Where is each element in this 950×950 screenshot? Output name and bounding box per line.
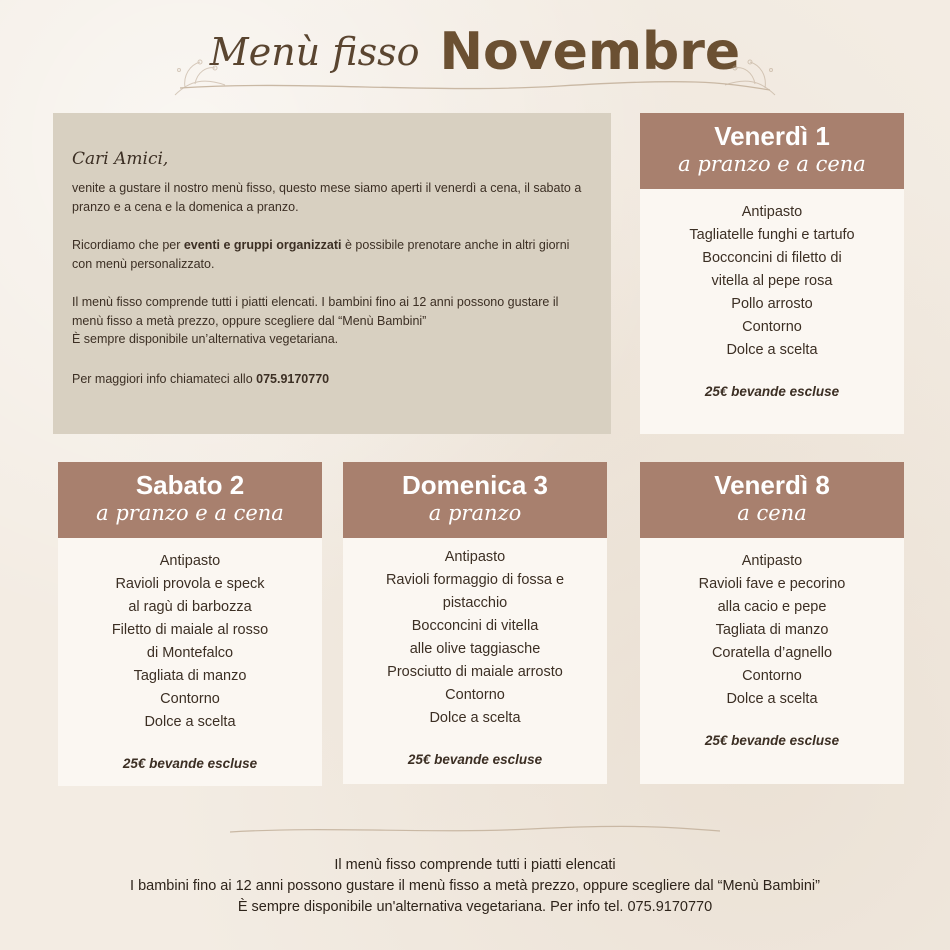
- dish-item: Ravioli provola e speck: [115, 576, 265, 592]
- dish-item: alla cacio e pepe: [717, 599, 827, 615]
- dish-item: Ravioli fave e pecorino: [698, 576, 846, 592]
- intro-greeting: Cari Amici,: [72, 149, 169, 169]
- intro-rules-line2: È sempre disponibile un’alternativa vegetariana.: [72, 332, 339, 346]
- intro-events-highlight: eventi e gruppi organizzati: [183, 238, 342, 252]
- dish-item: Filetto di maiale al rosso: [111, 622, 269, 638]
- menu-price: 25€ bevande escluse: [407, 752, 543, 767]
- dish-item: Tagliata di manzo: [133, 668, 247, 684]
- intro-events-text-after: è possibile prenotare anche in altri giorni con menù personalizzato.: [72, 238, 570, 271]
- intro-box: [53, 113, 611, 434]
- dish-item: Antipasto: [444, 549, 506, 565]
- dish-item: Contorno: [445, 687, 505, 703]
- menu-card-day: Sabato 2: [135, 470, 245, 500]
- dish-item: Pollo arrosto: [731, 296, 813, 312]
- intro-events-text-before: Ricordiamo che per: [72, 238, 184, 252]
- dish-item: Prosciutto di maiale arrosto: [387, 664, 563, 680]
- dish-item: Ravioli formaggio di fossa e: [385, 572, 565, 588]
- menu-card-header: [640, 113, 904, 189]
- dish-item: Tagliata di manzo: [715, 622, 829, 638]
- menu-price: 25€ bevande escluse: [122, 756, 258, 771]
- menu-card-when: a pranzo: [428, 501, 522, 525]
- menu-card-when: a pranzo e a cena: [678, 152, 866, 176]
- menu-card-day: Venerdì 1: [714, 121, 830, 151]
- intro-paragraph-opening: [72, 179, 591, 216]
- dish-item: Dolce a scelta: [144, 714, 236, 730]
- intro-paragraph-events: [72, 236, 591, 273]
- dish-item: Dolce a scelta: [726, 342, 818, 358]
- footer-line-3: È sempre disponibile un'alternativa vegetariana. Per info tel. 075.9170770: [237, 899, 713, 915]
- title-script: Menù fisso: [209, 30, 420, 74]
- intro-phone-number: 075.9170770: [256, 371, 330, 386]
- dish-item: alle olive taggiasche: [409, 641, 541, 657]
- header-divider: [180, 70, 770, 100]
- menu-card-day: Venerdì 8: [714, 470, 830, 500]
- dish-item: Antipasto: [741, 553, 803, 569]
- menu-card-domenica-3: [343, 462, 607, 784]
- menu-card-header: [58, 462, 322, 538]
- dish-item: vitella al pepe rosa: [711, 273, 833, 289]
- menu-card-body: [343, 538, 607, 784]
- menu-card-header: [343, 462, 607, 538]
- dish-item: Dolce a scelta: [429, 710, 521, 726]
- dish-item: Bocconcini di vitella: [411, 618, 539, 634]
- footer-notes: [0, 855, 950, 918]
- intro-rules-line1: Il menù fisso comprende tutti i piatti elencati. I bambini fino ai 12 anni possono gustare il menù fisso a metà prezzo, oppure scegliere dal “Menù Bambini”: [72, 295, 559, 328]
- menu-card-header: [640, 462, 904, 538]
- menu-price: 25€ bevande escluse: [704, 384, 840, 399]
- dish-item: Bocconcini di filetto di: [702, 250, 842, 266]
- menu-card-when: a cena: [737, 501, 807, 525]
- intro-paragraph-opening-text: venite a gustare il nostro menù fisso, questo mese siamo aperti il venerdì a cena, il sabato a pranzo e a cena e la domenica a pranzo.: [72, 181, 582, 214]
- menu-price: 25€ bevande escluse: [704, 733, 840, 748]
- dish-item: Contorno: [160, 691, 220, 707]
- footer-divider: [230, 822, 720, 838]
- title-month: Novembre: [439, 22, 741, 82]
- dish-item: di Montefalco: [146, 645, 234, 661]
- dish-item: Dolce a scelta: [726, 691, 818, 707]
- dish-item: al ragù di barbozza: [128, 599, 252, 615]
- menu-card-body: [640, 538, 904, 784]
- menu-card-venerdi-1: [640, 113, 904, 434]
- footer-line-1: Il menù fisso comprende tutti i piatti elencati: [334, 857, 616, 873]
- dish-item: Antipasto: [741, 204, 803, 220]
- menu-card-body: [58, 538, 322, 786]
- dish-item: Antipasto: [159, 553, 221, 569]
- intro-paragraph-rules: [72, 293, 591, 349]
- intro-paragraph-contact: [72, 370, 591, 389]
- menu-card-day: Domenica 3: [402, 470, 548, 500]
- dish-item: Tagliatelle funghi e tartufo: [689, 227, 855, 243]
- intro-contact-text: Per maggiori info chiamateci allo: [72, 371, 257, 386]
- footer-line-2: I bambini fino ai 12 anni possono gustare il menù fisso a metà prezzo, oppure scegliere dal “Menù Bambini”: [130, 878, 820, 894]
- menu-card-venerdi-8: [640, 462, 904, 784]
- dish-item: pistacchio: [442, 595, 508, 611]
- menu-card-sabato-2: [58, 462, 322, 786]
- dish-item: Contorno: [742, 668, 802, 684]
- dish-item: Coratella d’agnello: [711, 645, 833, 661]
- menu-card-body: [640, 189, 904, 434]
- dish-item: Contorno: [742, 319, 802, 335]
- menu-card-when: a pranzo e a cena: [96, 501, 284, 525]
